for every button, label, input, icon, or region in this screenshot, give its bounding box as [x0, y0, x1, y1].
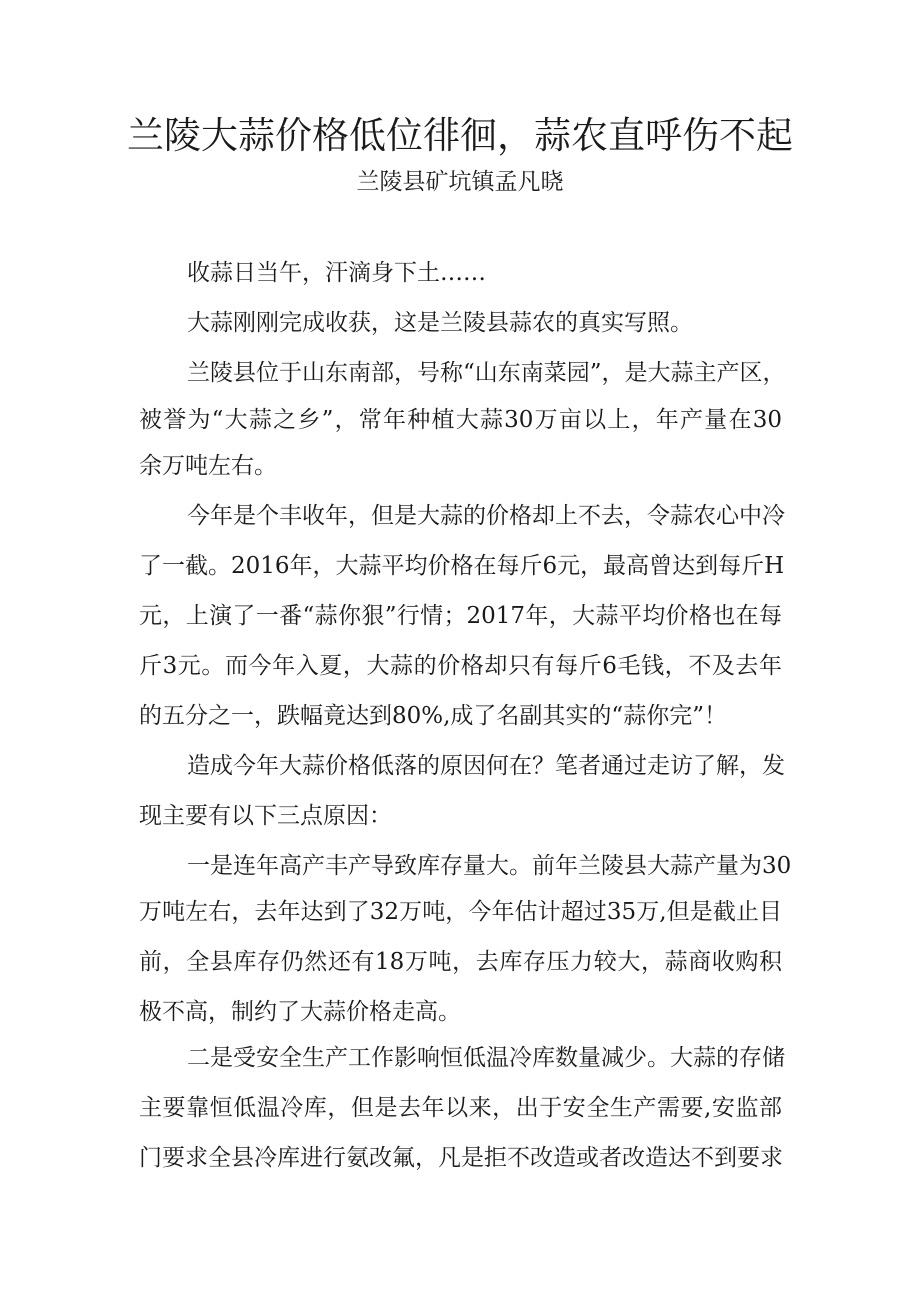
paragraph-line: 今年是个丰收年，但是大蒜的价格却上不去，令蒜农心中冷	[187, 503, 785, 529]
paragraph-line: 门要求全县冷库进行氨改氟，凡是拒不改造或者改造达不到要求	[139, 1145, 783, 1171]
paragraph-line: 极不高，制约了大蒜价格走高。	[139, 999, 461, 1025]
paragraph-line: 万吨左右，去年达到了32万吨，今年估计超过35万,但是截止目	[139, 899, 782, 925]
paragraph-line: 前，全县库存仍然还有18万吨，去库存压力较大，蒜商收购积	[139, 949, 782, 975]
paragraph-line: 造成今年大蒜价格低落的原因何在？笔者通过走访了解，发	[187, 753, 785, 779]
paragraph-line: 余万吨左右。	[139, 453, 277, 479]
paragraph-line: 收蒜日当午，汗滴身下土……	[187, 260, 486, 286]
article-title: 兰陵大蒜价格低位徘徊，蒜农直呼伤不起	[127, 114, 793, 157]
article-author: 兰陵县矿坑镇孟凡晓	[356, 169, 564, 195]
paragraph-line: 现主要有以下三点原因：	[139, 803, 392, 829]
paragraph-line: 斤3元。而今年入夏，大蒜的价格却只有每斤6毛钱，不及去年	[139, 653, 782, 679]
paragraph-line: 兰陵县位于山东南部，号称“山东南菜园”，是大蒜主产区，	[187, 360, 786, 386]
paragraph-line: 被誉为“大蒜之乡”，常年种植大蒜30万亩以上，年产量在30	[139, 407, 782, 433]
paragraph-line: 二是受安全生产工作影响恒低温冷库数量减少。大蒜的存储	[187, 1045, 785, 1071]
paragraph-line: 的五分之一，跌幅竟达到80%,成了名副其实的“蒜你完”！	[139, 703, 727, 729]
paragraph-line: 主要靠恒低温冷库，但是去年以来，出于安全生产需要,安监部	[139, 1095, 782, 1121]
paragraph-line: 大蒜刚刚完成收获，这是兰陵县蒜农的真实写照。	[187, 310, 693, 336]
paragraph-line: 元，上演了一番“蒜你狠”行情；2017年，大蒜平均价格也在每	[139, 603, 782, 629]
paragraph-line: 一是连年高产丰产导致库存量大。前年兰陵县大蒜产量为30	[187, 853, 792, 879]
paragraph-line: 了一截。2016年，大蒜平均价格在每斤6元，最高曾达到每斤H	[139, 553, 785, 579]
